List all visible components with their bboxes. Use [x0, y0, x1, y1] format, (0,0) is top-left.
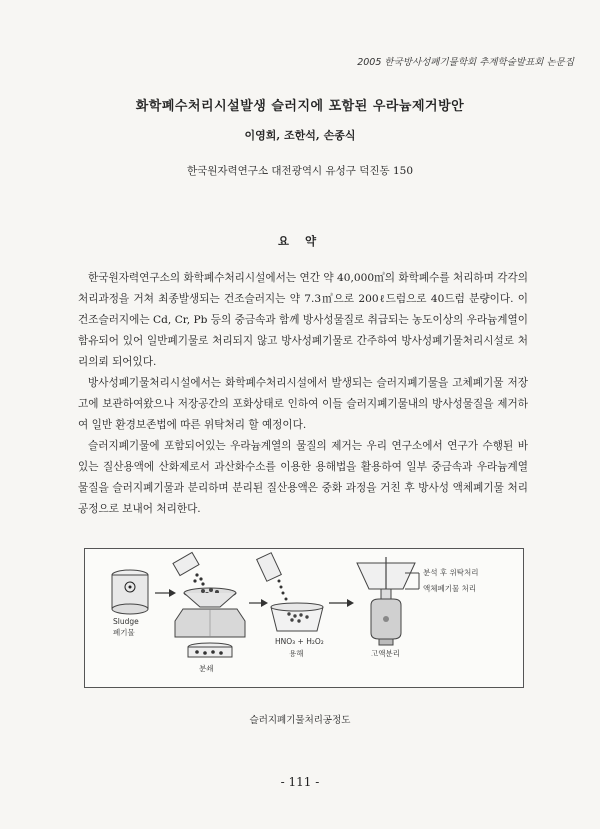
abstract-paragraph: 한국원자력연구소의 화학폐수처리시설에서는 연간 약 40,000㎥의 화학폐수를 처리하며 각각의 처리과정을 거쳐 최종발생되는 건조슬러지는 약 7.3㎥으로 200ℓ드럼으로 40드럼 분량이다. 이 건조슬러지에는 Cd, Cr, Pb 등의 중금속과 함께 방사성물질로 취급되는 농도이상의 우라늄계열이 함유되어 있어 일반폐기물로 처리되지 않고 방사성폐기물로 간주하여 방사성폐기물처리시설로 처리의뢰 되어있다.	[78, 272, 528, 368]
page-number: - 111 -	[280, 775, 320, 789]
crusher-icon	[173, 552, 245, 657]
sludge-drum-icon	[112, 570, 148, 614]
dissolve-formula: HNO₃ + H₂O₂	[275, 637, 324, 646]
sludge-label: Sludge	[113, 617, 139, 626]
abstract-body	[78, 268, 528, 520]
crush-label: 분쇄	[199, 664, 214, 673]
separation-label: 고액분리	[371, 649, 400, 658]
dissolution-vessel-icon	[257, 553, 323, 631]
flow-arrow-icon	[249, 599, 268, 607]
figure-caption: 슬러지폐기물처리공정도	[249, 715, 351, 726]
sludge-sublabel: 폐기물	[113, 628, 135, 637]
outlet-top-label: 분석 후 위탁처리	[423, 568, 479, 577]
abstract-paragraph: 슬러지폐기물에 포함되어있는 우라늄계열의 물질의 제거는 우리 연구소에서 연구가 수행된 바 있는 질산용액에 산화제로서 과산화수소를 이용한 용해법을 활용하여 일부 중금속과 우라늄계열 물질을 슬러지폐기물과 분리하며 분리된 질산용액은 중화 과정을 거친 후 방사성 액체폐기물 처리공정으로 보내어 처리한다.	[78, 440, 528, 515]
paper-title: 화학폐수처리시설발생 슬러지에 포함된 우라늄제거방안	[135, 99, 465, 114]
paper-authors: 이영희, 조한석, 손종식	[244, 129, 356, 142]
journal-header: 2005 한국방사성폐기물학회 추계학술발표회 논문집	[357, 57, 574, 68]
separator-icon	[357, 557, 415, 645]
flow-arrow-icon	[155, 589, 176, 597]
dissolve-label: 용해	[289, 649, 304, 658]
outlet-bottom-label: 액체폐기물 처리	[423, 584, 477, 593]
abstract-heading: 요 약	[277, 234, 323, 248]
paper-affiliation: 한국원자력연구소 대전광역시 유성구 덕진동 150	[186, 165, 414, 177]
flow-arrow-icon	[329, 599, 354, 607]
abstract-paragraph: 방사성폐기물처리시설에서는 화학폐수처리시설에서 발생되는 슬러지폐기물을 고체폐기물 저장고에 보관하여왔으나 저장공간의 포화상태로 인하여 이들 슬러지폐기물내의 방사성물질을 제거하여 일반 환경보존법에 따른 위탁처리 할 예정이다.	[78, 377, 528, 431]
process-diagram	[84, 548, 524, 688]
